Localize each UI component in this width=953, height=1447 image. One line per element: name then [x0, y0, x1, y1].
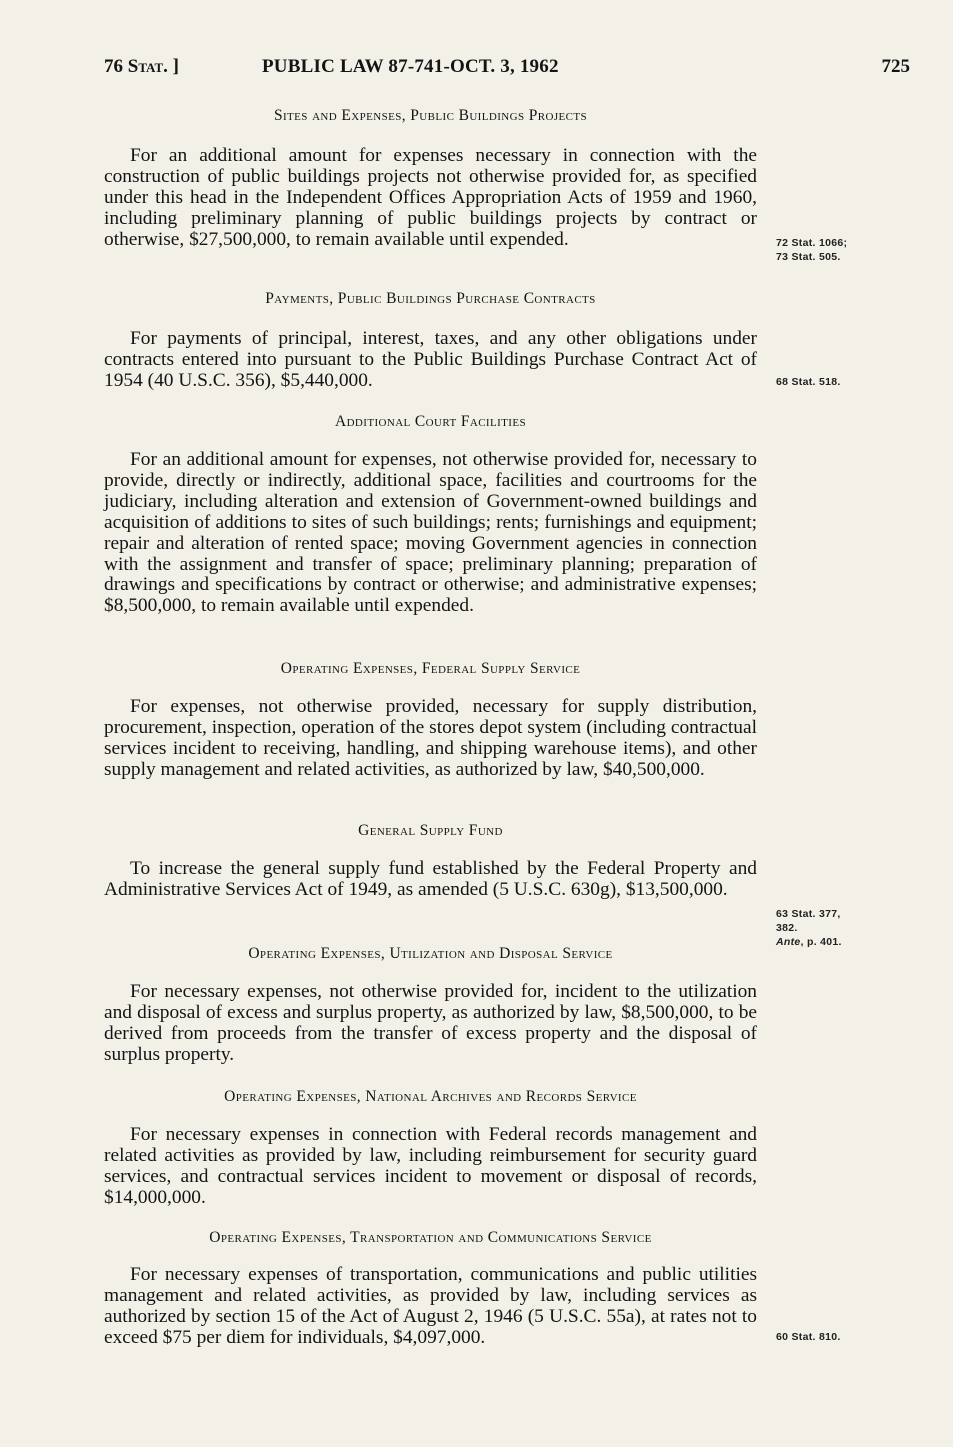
section-paragraph: For payments of principal, interest, taxes, and any other obligations under contracts entered into pursuant to the Public Buildings Purchase Contract Act of 1954 (40 U.S.C. 356), $5,440,000.: [104, 328, 757, 391]
section-paragraph: For an additional amount for expenses necessary in connection with the construction of public buildings projects not otherwise provided for, as specified under this head in the Independent Offices Appropriation Acts of 1959 and 1960, including preliminary planning of public buildings projects by contract or otherwise, $27,500,000, to remain available until expended.: [104, 145, 757, 250]
section-paragraph: For necessary expenses of transportation, communications and public utilities management and related activities, as provided by law, including services as authorized by section 15 of the Act of August 2, 1946 (5 U.S.C. 55a), at rates not to exceed $75 per diem for individuals, $4,097,000.: [104, 1264, 757, 1348]
margin-citation-line: 382.: [776, 922, 798, 934]
margin-citation: [776, 375, 906, 389]
running-head: [104, 56, 910, 84]
section-paragraph: For necessary expenses, not otherwise provided for, incident to the utilization and disposal of excess and surplus property, as authorized by law, $8,500,000, to be derived from proceeds from the transfer of excess property and the disposal of surplus property.: [104, 981, 757, 1065]
section-heading: Operating Expenses, Federal Supply Service: [280, 660, 581, 677]
section-heading: General Supply Fund: [358, 822, 503, 839]
page-number: 725: [881, 56, 910, 77]
section-heading: Operating Expenses, National Archives and Records Service: [224, 1088, 637, 1105]
section-heading: Sites and Expenses, Public Buildings Projects: [273, 107, 588, 124]
margin-citation-line: 68 Stat. 518.: [776, 376, 841, 388]
section-paragraph: For an additional amount for expenses, not otherwise provided for, necessary to provide, directly or indirectly, additional space, facilities and courtrooms for the judiciary, including alteration and extension of Government-owned buildings and acquisition of additions to sites of such buildings; rents; furnishings and equipment; repair and alteration of rented space; moving Government agencies in connection with the assignment and transfer of space; preliminary planning; preparation of drawings and specifications by contract or otherwise; and administrative expenses; $8,500,000, to remain available until expended.: [104, 449, 757, 617]
margin-citation-line: 72 Stat. 1066;: [776, 237, 848, 249]
section-heading: Operating Expenses, Transportation and Communications Service: [209, 1229, 652, 1246]
law-title: PUBLIC LAW 87-741-OCT. 3, 1962: [262, 56, 559, 77]
section-paragraph: For expenses, not otherwise provided, necessary for supply distribution, procurement, inspection, operation of the stores depot system (including contractual services incident to receiving, handling, and shipping warehouse items), and other supply management and related activities, as authorized by law, $40,500,000.: [104, 696, 757, 780]
section-heading: Operating Expenses, Utilization and Disposal Service: [248, 945, 613, 962]
margin-citation: [776, 236, 906, 264]
volume-citation: 76 Stat. ]: [104, 56, 179, 77]
section-paragraph: For necessary expenses in connection with Federal records management and related activities as provided by law, including reimbursement for security guard services, and contractual services incident to movement or disposal of records, $14,000,000.: [104, 1124, 757, 1208]
margin-citation-line: 63 Stat. 377,: [776, 908, 841, 920]
section-heading: Payments, Public Buildings Purchase Contracts: [265, 290, 596, 307]
margin-citation: [776, 1330, 906, 1344]
section-paragraph: To increase the general supply fund established by the Federal Property and Administrative Services Act of 1949, as amended (5 U.S.C. 630g), $13,500,000.: [104, 858, 757, 900]
margin-citation-line: 60 Stat. 810.: [776, 1331, 841, 1343]
page-reference: , p. 401.: [800, 936, 842, 948]
margin-citation-line: 73 Stat. 505.: [776, 251, 841, 263]
section-heading: Additional Court Facilities: [334, 413, 526, 430]
margin-citation: [776, 907, 906, 949]
ante-reference: Ante: [776, 936, 801, 948]
margin-citation-line: [776, 935, 906, 949]
